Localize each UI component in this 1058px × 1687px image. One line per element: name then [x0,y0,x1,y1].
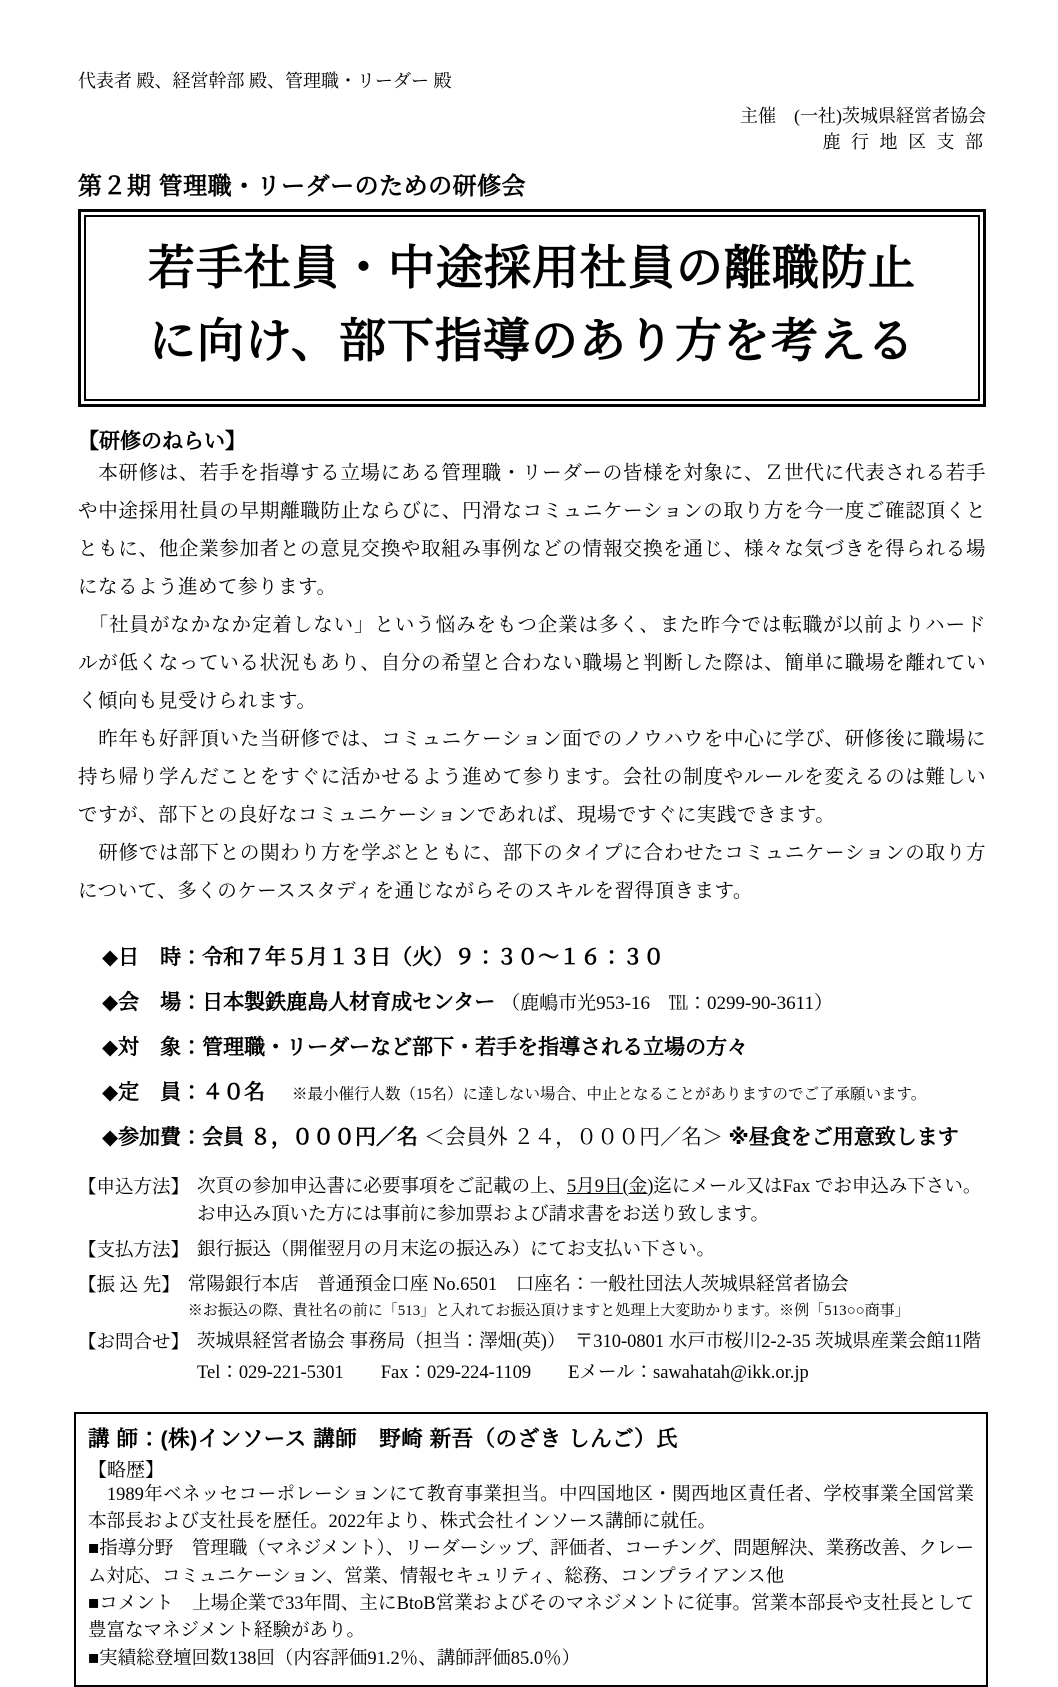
apply-text-after: 迄にメール又はFax でお申込み下さい。 [653,1176,982,1197]
fee-nonmember: ＜会員外 ２４，０００円／名＞ [423,1124,729,1149]
aims-section [78,425,986,911]
fee-lunch-note: ※昼食をご用意致します [728,1125,959,1149]
recipients-line: 代表者 殿、経営幹部 殿、管理職・リーダー 殿 [78,71,452,91]
apply-line2: お申込み頂いた方には事前に参加票および請求書をお送り致します。 [197,1205,770,1226]
lecturer-heading: 講 師：(株)インソース 講師 野崎 新吾（のざき しんご）氏 [88,1426,679,1451]
bank-row [78,1271,986,1323]
payment-method-text: 銀行振込（開催翌月の月末迄の振込み）にてお支払い下さい。 [197,1239,716,1260]
venue-note: （鹿嶋市光953-16 ℡：0299-90-3611） [501,992,833,1014]
bank-text [188,1271,986,1323]
capacity-note: ※最小催行人数（15名）に達しない場合、中止となることがありますのでご了承願います。 [292,1085,927,1103]
detail-venue [102,986,986,1016]
payment-method-row [78,1236,986,1265]
capacity-label: ◆定 員： [102,1080,203,1104]
audience-value: 管理職・リーダーなど部下・若手を指導される立場の方々 [202,1035,749,1059]
datetime-value: 令和７年５月１３日（火）９：３０～１６：３０ [202,945,665,969]
lecturer-record: ■実績総登壇回数138回（内容評価91.2％、講師評価85.0％） [88,1648,581,1669]
apply-method-text [197,1173,986,1230]
contact-line2: Tel：029-221-5301 Fax：029-224-1109 Eメール：sawahatah@ikk.or.jp [197,1362,809,1383]
aims-paragraph-1: 本研修は、若手を指導する立場にある管理職・リーダーの皆様を対象に、Ｚ世代に代表される若手や中途採用社員の早期離職防止ならびに、円滑なコミュニケーションの取り方を今一度ご確認頂くとともに、他企業参加者との意見交換や取組み事例などの情報交換を通じ、様々な気づきを得られる場になるよう進めて参ります。 [78,462,986,598]
apply-method-label: 【申込方法】 [78,1177,190,1198]
venue-value: 日本製鉄鹿島人材育成センター [202,990,496,1014]
main-title [84,215,980,401]
apply-line1 [197,1173,986,1202]
lecturer-comment: ■コメント 上場企業で33年間、主にBtoB営業およびそのマネジメントに従事。営業本部長や支社長として豊富なマネジメント経験があり。 [88,1594,974,1642]
detail-capacity [102,1076,986,1106]
organizer-name: 主催 (一社)茨城県経営者協会 [740,106,986,127]
bank-note: ※お振込の際、貴社名の前に「513」と入れてお振込頂けますと処理上大変助かります。※例「513○○商事」 [187,1303,910,1320]
aims-paragraph-4: 研修では部下との関わり方を学ぶとともに、部下のタイプに合わせたコミュニケーションの取り方について、多くのケーススタディを通じながらそのスキルを習得頂きます。 [78,842,986,902]
apply-method-row [78,1173,986,1230]
aims-heading: 【研修のねらい】 [78,429,246,453]
main-title-line1: 若手社員・中途採用社員の離職防止 [148,240,916,294]
lecturer-box [74,1412,988,1687]
procedures-section [78,1173,986,1388]
series-title: 第２期 管理職・リーダーのための研修会 [78,172,527,200]
bank-label: 【振 込 先】 [78,1275,180,1296]
fee-member: 会員 ８，０００円／名 [202,1125,424,1149]
datetime-label: ◆日 時： [102,945,203,969]
contact-text [197,1328,986,1387]
bank-account-line: 常陽銀行本店 普通預金口座 No.6501 口座名：一般社団法人茨城県経営者協会 [187,1274,849,1295]
detail-datetime [102,941,986,971]
main-title-line2: に向け、部下指導のあり方を考える [148,313,916,367]
contact-label: 【お問合せ】 [78,1333,190,1354]
aims-paragraph-3: 昨年も好評頂いた当研修では、コミュニケーション面でのノウハウを中心に学び、研修後に職場に持ち帰り学んだことをすぐに活かせるよう進めて参ります。会社の制度やルールを変えるのは難しいですが、部下との良好なコミュニケーションであれば、現場ですぐに実践できます。 [78,728,986,826]
contact-line1: 茨城県経営者協会 事務局（担当：澤畑(英)） 〒310-0801 水戸市桜川2-2-35 茨城県産業会館11階 [197,1332,982,1353]
contact-row [78,1328,986,1387]
lecturer-bio: 1989年ベネッセコーポレーションにて教育事業担当。中四国地区・関西地区責任者、学校事業全国営業本部長および支社長を歴任。2022年より、株式会社インソース講師に就任。 [88,1484,974,1532]
apply-deadline: 5月9日(金) [567,1176,654,1197]
venue-label: ◆会 場： [102,990,203,1014]
detail-fee [102,1121,986,1151]
organizer-branch: 鹿 行 地 区 支 部 [822,132,986,153]
lecturer-bio-label: 【略歴】 [88,1459,165,1481]
aims-paragraph-2: 「社員がなかなか定着しない」という悩みをもつ企業は多く、また昨今では転職が以前よりハードルが低くなっている状況もあり、自分の希望と合わない職場と判断した際は、簡単に職場を離れていく傾向も見受けられます。 [78,614,986,712]
main-title-box [78,209,986,407]
audience-label: ◆対 象： [102,1035,203,1059]
lecturer-fields: ■指導分野 管理職（マネジメント）、リーダーシップ、評価者、コーチング、問題解決、業務改善、クレーム対応、コミュニケーション、営業、情報セキュリティ、総務、コンプライアンス他 [88,1539,974,1587]
event-details [102,941,986,1151]
detail-audience [102,1031,986,1061]
organizer-block [78,103,986,155]
apply-text-before: 次頁の参加申込書に必要事項をご記載の上、 [197,1176,568,1197]
capacity-value: ４０名 [202,1080,287,1104]
payment-method-label: 【支払方法】 [78,1240,190,1261]
fee-label: ◆参加費： [102,1125,203,1149]
